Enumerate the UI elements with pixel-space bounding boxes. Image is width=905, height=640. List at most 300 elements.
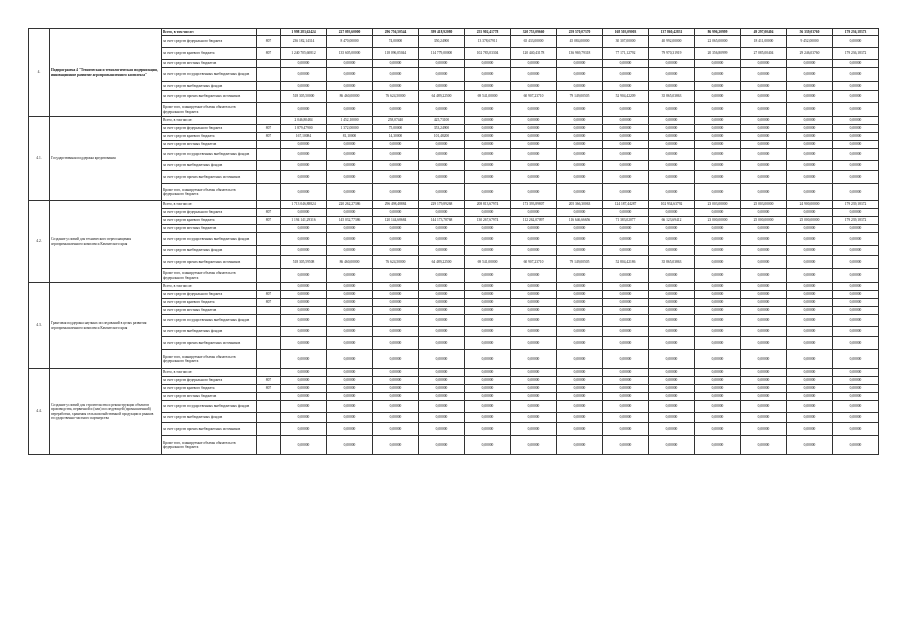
section-code: 4.4. xyxy=(29,369,50,455)
amount-cell: 0,00000 xyxy=(465,299,511,307)
amount-cell: 0,00000 xyxy=(649,141,695,149)
funding-source-label: Кроме того, планируемые объемы обязательств федерального бюджета xyxy=(162,350,257,369)
kbk-code: 807 xyxy=(257,209,281,217)
amount-cell: 0,00000 xyxy=(695,68,741,82)
amount-cell: 0,00000 xyxy=(833,141,879,149)
amount-cell: 0,00000 xyxy=(787,307,833,315)
funding-source-label: за счет средств местных бюджетов xyxy=(162,307,257,315)
amount-cell: 0,00000 xyxy=(649,125,695,133)
amount-cell: 22 065,00000 xyxy=(695,36,741,48)
amount-cell: 0,00000 xyxy=(281,60,327,68)
amount-cell: 0,00000 xyxy=(649,68,695,82)
amount-cell: 0,00000 xyxy=(741,413,787,423)
funding-source-label: за счет средств местных бюджетов xyxy=(162,393,257,401)
amount-cell: 0,00000 xyxy=(603,327,649,337)
kbk-code xyxy=(257,82,281,91)
kbk-code xyxy=(257,413,281,423)
amount-cell: 0,00000 xyxy=(695,423,741,436)
amount-cell: 0,00000 xyxy=(465,393,511,401)
amount-cell: 0,00000 xyxy=(465,133,511,141)
amount-cell: 30 307,00000 xyxy=(603,36,649,48)
amount-cell: 0,00000 xyxy=(557,117,603,125)
amount-cell: 0,00000 xyxy=(603,299,649,307)
amount-cell: 0,00000 xyxy=(327,307,373,315)
amount-cell: 0,00000 xyxy=(557,413,603,423)
amount-cell: 0,00000 xyxy=(603,209,649,217)
amount-cell: 60 907,23710 xyxy=(511,91,557,103)
amount-cell: 0,00000 xyxy=(465,436,511,455)
amount-cell: 0,00000 xyxy=(511,385,557,393)
amount-cell: 0,00000 xyxy=(833,436,879,455)
amount-cell: 0,00000 xyxy=(833,337,879,350)
amount-cell: 0,00000 xyxy=(787,125,833,133)
amount-cell: 0,00000 xyxy=(511,315,557,327)
funding-source-label: за счет средств прочих внебюджетных источников xyxy=(162,171,257,184)
amount-cell: 0,00000 xyxy=(281,315,327,327)
amount-cell: 0,00000 xyxy=(373,149,419,161)
amount-cell: 0,00000 xyxy=(787,171,833,184)
amount-cell: 71 383,02077 xyxy=(603,217,649,225)
amount-cell: 0,00000 xyxy=(419,225,465,233)
amount-cell: 0,00000 xyxy=(327,82,373,91)
amount-cell: 0,00000 xyxy=(603,161,649,171)
amount-cell: 0,00000 xyxy=(833,385,879,393)
amount-cell: 0,00000 xyxy=(833,283,879,291)
amount-cell: 1 194 141,29316 xyxy=(281,217,327,225)
amount-cell: 118 096,05044 xyxy=(373,48,419,60)
amount-cell: 0,00000 xyxy=(695,436,741,455)
amount-cell: 0,00000 xyxy=(695,91,741,103)
amount-cell: 0,00000 xyxy=(327,246,373,256)
amount-cell: 208 813,67974 xyxy=(465,201,511,209)
amount-cell: 399 418,92080 xyxy=(419,29,465,36)
funding-source-label: за счет средств государственных внебюджетных фондов xyxy=(162,233,257,246)
amount-cell: 0,00000 xyxy=(373,161,419,171)
amount-cell: 0,00000 xyxy=(511,133,557,141)
amount-cell: 0,00000 xyxy=(373,413,419,423)
amount-cell: 0,00000 xyxy=(603,117,649,125)
amount-cell: 0,00000 xyxy=(649,60,695,68)
amount-cell: 20 356,80999 xyxy=(695,48,741,60)
amount-cell: 0,00000 xyxy=(695,171,741,184)
kbk-code: 807 xyxy=(257,217,281,225)
amount-cell: 0,00000 xyxy=(511,327,557,337)
amount-cell: 0,00000 xyxy=(787,283,833,291)
amount-cell: 0,00000 xyxy=(695,283,741,291)
amount-cell: 0,00000 xyxy=(373,299,419,307)
amount-cell: 0,00000 xyxy=(695,337,741,350)
kbk-code xyxy=(257,401,281,413)
amount-cell: 0,00000 xyxy=(649,103,695,117)
amount-cell: 64 489,22500 xyxy=(419,91,465,103)
amount-cell: 258,07440 xyxy=(373,117,419,125)
amount-cell: 114 779,00000 xyxy=(419,48,465,60)
amount-cell: 0,00000 xyxy=(557,269,603,283)
amount-cell: 0,00000 xyxy=(787,291,833,299)
amount-cell: 0,00000 xyxy=(557,307,603,315)
amount-cell: 0,00000 xyxy=(465,171,511,184)
amount-cell: 0,00000 xyxy=(327,337,373,350)
amount-cell: 227 093,60000 xyxy=(327,29,373,36)
kbk-code: 807 xyxy=(257,133,281,141)
amount-cell: 0,00000 xyxy=(373,377,419,385)
amount-cell: 0,00000 xyxy=(557,82,603,91)
amount-cell: 0,00000 xyxy=(741,133,787,141)
amount-cell: 0,00000 xyxy=(833,246,879,256)
amount-cell: 0,00000 xyxy=(557,125,603,133)
amount-cell: 0,00000 xyxy=(695,125,741,133)
amount-cell: 0,00000 xyxy=(833,393,879,401)
amount-cell: 0,00000 xyxy=(833,133,879,141)
amount-cell: 112 262,07097 xyxy=(511,217,557,225)
amount-cell: 0,00000 xyxy=(603,350,649,369)
amount-cell: 0,00000 xyxy=(649,377,695,385)
amount-cell: 0,00000 xyxy=(833,307,879,315)
amount-cell: 79 149,00505 xyxy=(557,91,603,103)
kbk-code xyxy=(257,141,281,149)
amount-cell: 0,00000 xyxy=(695,233,741,246)
amount-cell: 0,00000 xyxy=(695,161,741,171)
amount-cell: 0,00000 xyxy=(373,60,419,68)
amount-cell: 24 900,00000 xyxy=(787,201,833,209)
amount-cell: 0,00000 xyxy=(787,299,833,307)
amount-cell: 0,00000 xyxy=(511,103,557,117)
amount-cell: 0,00000 xyxy=(557,393,603,401)
amount-cell: 0,00000 xyxy=(419,299,465,307)
amount-cell: 0,00000 xyxy=(281,423,327,436)
amount-cell: 0,00000 xyxy=(511,350,557,369)
amount-cell: 0,00000 xyxy=(327,299,373,307)
amount-cell: 296 498,48884 xyxy=(373,201,419,209)
amount-cell: 0,00000 xyxy=(511,117,557,125)
funding-source-label: за счет средств прочих внебюджетных источников xyxy=(162,91,257,103)
kbk-code xyxy=(257,327,281,337)
amount-cell: 0,00000 xyxy=(281,369,327,377)
amount-cell: 8 470,00000 xyxy=(327,36,373,48)
funding-source-label: за счет средств государственных внебюджетных фондов xyxy=(162,149,257,161)
kbk-code: 807 xyxy=(257,291,281,299)
amount-cell: 0,00000 xyxy=(511,68,557,82)
kbk-code xyxy=(257,184,281,201)
amount-cell: 0,00000 xyxy=(833,225,879,233)
amount-cell: 0,00000 xyxy=(465,401,511,413)
amount-cell: 0,00000 xyxy=(695,117,741,125)
amount-cell: 0,00000 xyxy=(557,225,603,233)
amount-cell: 0,00000 xyxy=(465,369,511,377)
amount-cell: 0,00000 xyxy=(511,423,557,436)
amount-cell: 0,00000 xyxy=(557,209,603,217)
amount-cell: 0,00000 xyxy=(511,337,557,350)
amount-cell: 0,00000 xyxy=(603,436,649,455)
amount-cell: 0,00000 xyxy=(373,369,419,377)
amount-cell: 0,00000 xyxy=(557,436,603,455)
amount-cell: 0,00000 xyxy=(327,184,373,201)
amount-cell: 0,00000 xyxy=(327,401,373,413)
amount-cell: 0,00000 xyxy=(695,401,741,413)
amount-cell: 0,00000 xyxy=(603,401,649,413)
amount-cell: 0,00000 xyxy=(695,413,741,423)
funding-source-label: за счет средств прочих внебюджетных источников xyxy=(162,337,257,350)
funding-source-label: за счет средств внебюджетных фондов xyxy=(162,246,257,256)
amount-cell: 0,00000 xyxy=(373,436,419,455)
amount-cell: 0,00000 xyxy=(373,103,419,117)
amount-cell: 1 240 705,60812 xyxy=(281,48,327,60)
kbk-code xyxy=(257,68,281,82)
amount-cell: 0,00000 xyxy=(465,269,511,283)
amount-cell: 0,00000 xyxy=(695,369,741,377)
amount-cell: 0,00000 xyxy=(603,291,649,299)
amount-cell: 0,00000 xyxy=(833,82,879,91)
amount-cell: 0,00000 xyxy=(833,171,879,184)
amount-cell: 0,00000 xyxy=(373,337,419,350)
amount-cell: 25 000,00000 xyxy=(741,217,787,225)
amount-cell: 25 003,00000 xyxy=(741,201,787,209)
amount-cell: 0,00000 xyxy=(649,246,695,256)
amount-cell: 0,00000 xyxy=(833,269,879,283)
amount-cell: 0,00000 xyxy=(833,36,879,48)
amount-cell: 0,00000 xyxy=(649,299,695,307)
amount-cell: 0,00000 xyxy=(695,307,741,315)
amount-cell: 0,00000 xyxy=(465,161,511,171)
kbk-code xyxy=(257,91,281,103)
amount-cell: 0,00000 xyxy=(327,233,373,246)
amount-cell: 18 411,00000 xyxy=(741,36,787,48)
amount-cell: 0,00000 xyxy=(649,337,695,350)
amount-cell: 0,00000 xyxy=(603,246,649,256)
amount-cell: 0,00000 xyxy=(741,307,787,315)
amount-cell: 0,00000 xyxy=(511,413,557,423)
amount-cell: 0,00000 xyxy=(649,307,695,315)
amount-cell: 0,00000 xyxy=(419,161,465,171)
amount-cell: 0,00000 xyxy=(419,68,465,82)
amount-cell: 0,00000 xyxy=(695,141,741,149)
amount-cell: 259 570,07370 xyxy=(557,29,603,36)
kbk-code: 807 xyxy=(257,125,281,133)
amount-cell: 0,00000 xyxy=(281,299,327,307)
amount-cell: 0,00000 xyxy=(419,307,465,315)
amount-cell: 0,00000 xyxy=(557,161,603,171)
amount-cell: 76 624,50000 xyxy=(373,91,419,103)
amount-cell: 0,00000 xyxy=(741,369,787,377)
amount-cell: 0,00000 xyxy=(281,149,327,161)
amount-cell: 0,00000 xyxy=(787,369,833,377)
amount-cell: 0,00000 xyxy=(695,209,741,217)
amount-cell: 0,00000 xyxy=(649,283,695,291)
amount-cell: 0,00000 xyxy=(833,377,879,385)
funding-source-label: за счет средств федерального бюджета xyxy=(162,36,257,48)
amount-cell: 0,00000 xyxy=(327,436,373,455)
amount-cell: 0,00000 xyxy=(373,209,419,217)
amount-cell: 0,00000 xyxy=(281,385,327,393)
amount-cell: 0,00000 xyxy=(833,209,879,217)
amount-cell: 0,00000 xyxy=(557,103,603,117)
section-name: Государственная поддержка кредитования xyxy=(50,117,162,201)
amount-cell: 0,00000 xyxy=(373,385,419,393)
amount-cell: 0,00000 xyxy=(787,337,833,350)
funding-source-label: за счет средств государственных внебюджетных фондов xyxy=(162,401,257,413)
amount-cell: 69 541,00000 xyxy=(465,256,511,269)
amount-cell: 0,00000 xyxy=(741,269,787,283)
amount-cell: 205 366,30063 xyxy=(557,201,603,209)
amount-cell: 0,00000 xyxy=(787,133,833,141)
amount-cell: 0,00000 xyxy=(741,225,787,233)
amount-cell: 1 879,47900 xyxy=(281,125,327,133)
amount-cell: 0,00000 xyxy=(327,225,373,233)
amount-cell: 0,00000 xyxy=(281,161,327,171)
amount-cell: 0,00000 xyxy=(695,385,741,393)
amount-cell: 0,00000 xyxy=(557,246,603,256)
amount-cell: 14,30000 xyxy=(373,133,419,141)
amount-cell: 77 171,12792 xyxy=(603,48,649,60)
kbk-code xyxy=(257,337,281,350)
amount-cell: 0,00000 xyxy=(787,413,833,423)
amount-cell: 0,00000 xyxy=(741,60,787,68)
table-row xyxy=(29,283,879,291)
amount-cell: 0,00000 xyxy=(557,60,603,68)
amount-cell: 0,00000 xyxy=(649,393,695,401)
amount-cell: 0,00000 xyxy=(649,171,695,184)
funding-source-label: за счет средств внебюджетных фондов xyxy=(162,327,257,337)
amount-cell: 0,00000 xyxy=(465,246,511,256)
amount-cell: 0,00000 xyxy=(695,149,741,161)
amount-cell: 0,00000 xyxy=(465,184,511,201)
amount-cell: 0,00000 xyxy=(603,141,649,149)
amount-cell: 296 756,50544 xyxy=(373,29,419,36)
amount-cell: 0,00000 xyxy=(649,82,695,91)
amount-cell: 0,00000 xyxy=(281,103,327,117)
amount-cell: 0,00000 xyxy=(787,377,833,385)
amount-cell: 56 339,03760 xyxy=(787,29,833,36)
amount-cell: 0,00000 xyxy=(419,246,465,256)
amount-cell: 0,00000 xyxy=(281,141,327,149)
amount-cell: 0,00000 xyxy=(603,283,649,291)
amount-cell: 0,00000 xyxy=(603,149,649,161)
funding-source-label: за счет средств внебюджетных фондов xyxy=(162,161,257,171)
amount-cell: 0,00000 xyxy=(833,161,879,171)
amount-cell: 0,00000 xyxy=(741,436,787,455)
amount-cell: 255 902,41778 xyxy=(465,29,511,36)
amount-cell: 2 046,80484 xyxy=(281,117,327,125)
amount-cell: 0,00000 xyxy=(327,283,373,291)
amount-cell: 320 753,09660 xyxy=(511,29,557,36)
amount-cell: 0,00000 xyxy=(649,161,695,171)
amount-cell: 0,00000 xyxy=(419,291,465,299)
amount-cell: 65 433,00000 xyxy=(511,36,557,48)
amount-cell: 0,00000 xyxy=(741,256,787,269)
amount-cell: 0,00000 xyxy=(281,327,327,337)
kbk-code xyxy=(257,161,281,171)
amount-cell: 229 179,89268 xyxy=(419,201,465,209)
amount-cell: 0,00000 xyxy=(649,350,695,369)
amount-cell: 0,00000 xyxy=(695,291,741,299)
amount-cell: 0,00000 xyxy=(695,377,741,385)
amount-cell: 0,00000 xyxy=(649,369,695,377)
funding-source-label: за счет средств федерального бюджета xyxy=(162,377,257,385)
kbk-code xyxy=(257,117,281,125)
amount-cell: 0,00000 xyxy=(833,350,879,369)
amount-cell: 0,00000 xyxy=(833,369,879,377)
amount-cell: 0,00000 xyxy=(327,171,373,184)
amount-cell: 0,00000 xyxy=(511,401,557,413)
amount-cell: 29 246,03760 xyxy=(787,48,833,60)
amount-cell: 0,00000 xyxy=(787,327,833,337)
amount-cell: 220 262,27386 xyxy=(327,201,373,209)
amount-cell: 0,00000 xyxy=(419,60,465,68)
amount-cell: 0,00000 xyxy=(281,350,327,369)
funding-source-label: за счет средств местных бюджетов xyxy=(162,225,257,233)
amount-cell: 0,00000 xyxy=(741,350,787,369)
amount-cell: 0,00000 xyxy=(603,337,649,350)
amount-cell: 179 236,18372 xyxy=(833,48,879,60)
amount-cell: 0,00000 xyxy=(557,369,603,377)
amount-cell: 0,00000 xyxy=(741,315,787,327)
amount-cell: 9 452,00000 xyxy=(787,36,833,48)
amount-cell: 66 123,69412 xyxy=(649,217,695,225)
amount-cell: 0,00000 xyxy=(695,350,741,369)
amount-cell: 0,00000 xyxy=(741,68,787,82)
amount-cell: 0,00000 xyxy=(465,141,511,149)
amount-cell: 0,00000 xyxy=(787,117,833,125)
amount-cell: 0,00000 xyxy=(833,184,879,201)
amount-cell: 0,00000 xyxy=(419,233,465,246)
amount-cell: 0,00000 xyxy=(649,423,695,436)
amount-cell: 0,00000 xyxy=(787,385,833,393)
kbk-code: 807 xyxy=(257,299,281,307)
amount-cell: 0,00000 xyxy=(511,125,557,133)
amount-cell: 0,00000 xyxy=(511,377,557,385)
amount-cell: 0,00000 xyxy=(327,327,373,337)
amount-cell: 0,00000 xyxy=(695,60,741,68)
budget-sheet xyxy=(28,28,878,455)
amount-cell: 0,00000 xyxy=(419,315,465,327)
amount-cell: 0,00000 xyxy=(833,149,879,161)
amount-cell: 168 503,09003 xyxy=(603,29,649,36)
amount-cell: 0,00000 xyxy=(465,233,511,246)
table-row xyxy=(29,201,879,209)
amount-cell: 0,00000 xyxy=(695,82,741,91)
amount-cell: 0,00000 xyxy=(557,68,603,82)
funding-source-label: за счет средств краевого бюджета xyxy=(162,385,257,393)
amount-cell: 45 084,00000 xyxy=(557,36,603,48)
amount-cell: 0,00000 xyxy=(419,209,465,217)
funding-source-label: Всего, в том числе: xyxy=(162,117,257,125)
amount-cell: 0,00000 xyxy=(833,423,879,436)
funding-source-label: за счет средств государственных внебюджетных фондов xyxy=(162,315,257,327)
amount-cell: 0,00000 xyxy=(465,125,511,133)
amount-cell: 116 646,66656 xyxy=(557,217,603,225)
amount-cell: 0,00000 xyxy=(649,233,695,246)
amount-cell: 0,00000 xyxy=(557,184,603,201)
funding-source-label: за счет средств прочих внебюджетных источников xyxy=(162,256,257,269)
amount-cell: 0,00000 xyxy=(695,269,741,283)
amount-cell: 0,00000 xyxy=(419,327,465,337)
amount-cell: 0,00000 xyxy=(281,393,327,401)
amount-cell: 0,00000 xyxy=(695,184,741,201)
amount-cell: 0,00000 xyxy=(373,141,419,149)
amount-cell: 0,00000 xyxy=(649,436,695,455)
kbk-code xyxy=(257,307,281,315)
section-code: 4.1. xyxy=(29,117,50,201)
amount-cell: 0,00000 xyxy=(695,103,741,117)
kbk-code xyxy=(257,423,281,436)
amount-cell: 76 624,50000 xyxy=(373,256,419,269)
amount-cell: 0,00000 xyxy=(465,423,511,436)
amount-cell: 0,00000 xyxy=(787,393,833,401)
amount-cell: 179 239,18372 xyxy=(833,201,879,209)
amount-cell: 137 860,42831 xyxy=(649,29,695,36)
kbk-code xyxy=(257,149,281,161)
amount-cell: 0,00000 xyxy=(603,184,649,201)
